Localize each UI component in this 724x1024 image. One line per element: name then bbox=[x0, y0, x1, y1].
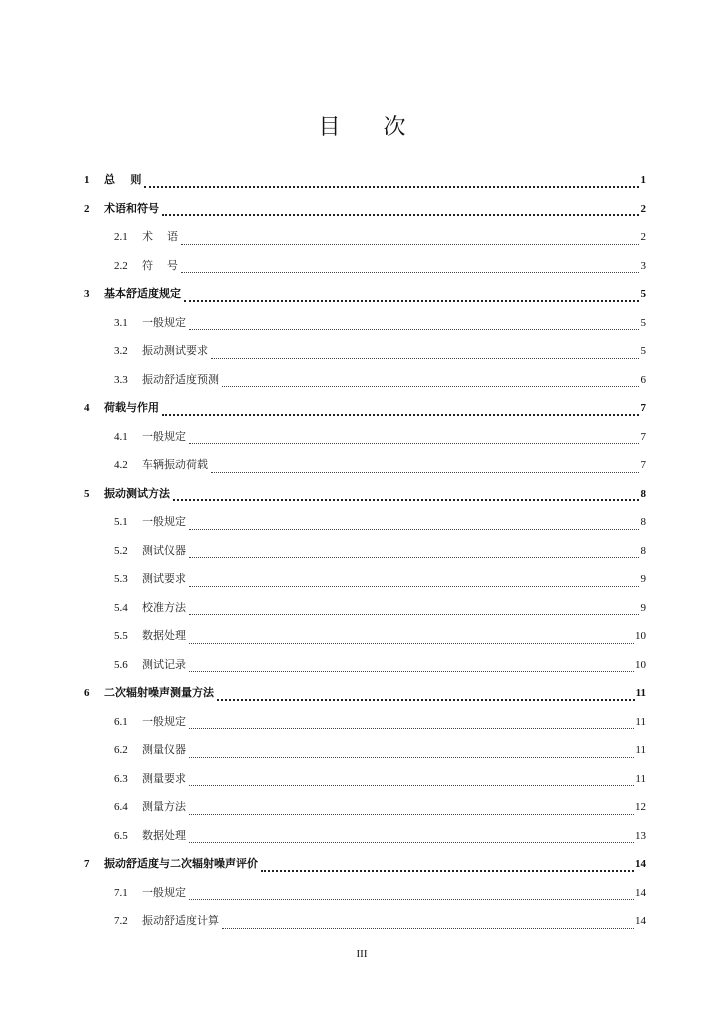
dot-leader bbox=[162, 200, 639, 216]
toc-entry-number: 3.1 bbox=[114, 316, 128, 329]
toc-entry-page: 7 bbox=[640, 430, 646, 443]
toc-entry-number: 2 bbox=[84, 202, 90, 215]
toc-section-entry[interactable] bbox=[84, 736, 646, 765]
toc-entry-page: 11 bbox=[635, 772, 646, 785]
toc-entry-title: 荷载与作用 bbox=[104, 401, 159, 414]
toc-entry-page: 9 bbox=[640, 601, 646, 614]
toc-entry-title: 测量方法 bbox=[142, 800, 186, 813]
toc-entry-number: 3 bbox=[84, 288, 90, 300]
dot-leader bbox=[211, 458, 639, 473]
toc-entry-title: 测试要求 bbox=[142, 572, 186, 585]
toc-entry-number: 6.5 bbox=[114, 829, 128, 842]
toc-entry-page: 5 bbox=[640, 316, 646, 329]
toc-entry-page: 8 bbox=[640, 487, 646, 500]
toc-entry-page: 14 bbox=[635, 858, 646, 870]
toc-entry-page: 2 bbox=[640, 231, 646, 243]
toc-entry-title: 振动测试方法 bbox=[104, 486, 170, 500]
dot-leader bbox=[181, 258, 639, 273]
toc-entry-title: 数据处理 bbox=[142, 629, 186, 642]
toc-section-entry[interactable] bbox=[84, 508, 646, 537]
dot-leader bbox=[189, 800, 634, 815]
toc-section-entry[interactable] bbox=[84, 793, 646, 822]
toc-section-entry[interactable] bbox=[84, 252, 646, 281]
toc-section-entry[interactable] bbox=[84, 907, 646, 936]
toc-entry-page: 12 bbox=[635, 801, 646, 813]
dot-leader bbox=[261, 856, 634, 872]
toc-section-entry[interactable] bbox=[84, 537, 646, 566]
toc-section-entry[interactable] bbox=[84, 822, 646, 851]
toc-entry-number: 4.1 bbox=[114, 430, 128, 443]
toc-entry-number: 2.1 bbox=[114, 231, 128, 243]
dot-leader bbox=[189, 572, 639, 587]
toc-entry-page: 8 bbox=[640, 544, 646, 557]
dot-leader bbox=[222, 914, 634, 929]
toc-entry-page: 13 bbox=[635, 829, 646, 842]
toc-entry-title: 车辆振动荷载 bbox=[142, 458, 208, 471]
toc-entry-page: 3 bbox=[640, 259, 646, 272]
dot-leader bbox=[189, 315, 639, 330]
toc-entry-page: 8 bbox=[640, 516, 646, 528]
toc-entry-title: 一般规定 bbox=[142, 315, 186, 329]
toc-section-entry[interactable] bbox=[84, 765, 646, 794]
toc-entry-number: 5.3 bbox=[114, 573, 128, 585]
toc-entry-title: 测量要求 bbox=[142, 771, 186, 785]
dot-leader bbox=[189, 885, 634, 900]
toc-entry-number: 5.4 bbox=[114, 601, 128, 614]
table-of-contents bbox=[84, 166, 646, 936]
toc-entry-title: 数据处理 bbox=[142, 828, 186, 842]
toc-chapter-entry[interactable] bbox=[84, 280, 646, 309]
toc-entry-number: 4.2 bbox=[114, 459, 128, 471]
toc-section-entry[interactable] bbox=[84, 223, 646, 252]
toc-entry-number: 6 bbox=[84, 687, 90, 699]
dot-leader bbox=[189, 828, 634, 843]
toc-entry-title: 术 语 bbox=[142, 230, 178, 243]
toc-entry-title: 振动舒适度计算 bbox=[142, 914, 219, 927]
toc-entry-number: 5.1 bbox=[114, 516, 128, 528]
toc-entry-page: 9 bbox=[640, 573, 646, 585]
toc-entry-number: 6.1 bbox=[114, 715, 128, 728]
toc-entry-number: 4 bbox=[84, 402, 90, 414]
toc-section-entry[interactable] bbox=[84, 651, 646, 680]
toc-entry-page: 7 bbox=[640, 402, 646, 414]
toc-entry-number: 5.2 bbox=[114, 544, 128, 557]
toc-entry-title: 符 号 bbox=[142, 258, 178, 272]
dot-leader bbox=[181, 230, 639, 245]
dot-leader bbox=[189, 543, 639, 558]
toc-entry-number: 7 bbox=[84, 858, 90, 870]
toc-section-entry[interactable] bbox=[84, 337, 646, 366]
toc-entry-page: 6 bbox=[640, 373, 646, 386]
toc-entry-title: 一般规定 bbox=[142, 429, 186, 443]
toc-section-entry[interactable] bbox=[84, 366, 646, 395]
toc-entry-page: 5 bbox=[640, 345, 646, 357]
dot-leader bbox=[189, 657, 634, 672]
toc-entry-number: 6.4 bbox=[114, 801, 128, 813]
toc-entry-page: 1 bbox=[640, 174, 646, 186]
toc-section-entry[interactable] bbox=[84, 594, 646, 623]
toc-chapter-entry[interactable] bbox=[84, 195, 646, 224]
dot-leader bbox=[189, 600, 639, 615]
toc-entry-number: 5.5 bbox=[114, 630, 128, 642]
toc-entry-title: 校准方法 bbox=[142, 600, 186, 614]
dot-leader bbox=[189, 429, 639, 444]
toc-entry-number: 3.2 bbox=[114, 345, 128, 357]
toc-entry-number: 7.2 bbox=[114, 915, 128, 927]
toc-chapter-entry[interactable] bbox=[84, 394, 646, 423]
dot-leader bbox=[217, 685, 635, 701]
toc-section-entry[interactable] bbox=[84, 622, 646, 651]
toc-section-entry[interactable] bbox=[84, 309, 646, 338]
toc-entry-title: 术语和符号 bbox=[104, 201, 159, 215]
toc-entry-number: 5.6 bbox=[114, 658, 128, 671]
dot-leader bbox=[211, 344, 639, 359]
toc-section-entry[interactable] bbox=[84, 565, 646, 594]
toc-entry-number: 3.3 bbox=[114, 373, 128, 386]
toc-entry-title: 一般规定 bbox=[142, 714, 186, 728]
toc-entry-number: 6.3 bbox=[114, 772, 128, 785]
dot-leader bbox=[189, 515, 639, 530]
toc-section-entry[interactable] bbox=[84, 879, 646, 908]
toc-chapter-entry[interactable] bbox=[84, 166, 646, 195]
toc-entry-page: 14 bbox=[635, 915, 646, 927]
toc-entry-number: 1 bbox=[84, 174, 90, 186]
toc-entry-title: 测量仪器 bbox=[142, 743, 186, 756]
toc-entry-title: 二次辐射噪声测量方法 bbox=[104, 686, 214, 699]
toc-section-entry[interactable] bbox=[84, 451, 646, 480]
toc-entry-page: 11 bbox=[635, 687, 646, 699]
toc-entry-page: 10 bbox=[635, 658, 646, 671]
dot-leader bbox=[144, 172, 639, 188]
toc-entry-page: 2 bbox=[640, 202, 646, 215]
toc-entry-number: 6.2 bbox=[114, 744, 128, 756]
toc-entry-title: 测试记录 bbox=[142, 657, 186, 671]
page-number: III bbox=[356, 948, 368, 960]
toc-entry-page: 14 bbox=[635, 886, 646, 899]
toc-entry-page: 11 bbox=[635, 744, 646, 756]
toc-entry-number: 7.1 bbox=[114, 886, 128, 899]
dot-leader bbox=[173, 485, 639, 501]
toc-section-entry[interactable] bbox=[84, 423, 646, 452]
toc-entry-page: 5 bbox=[640, 288, 646, 300]
toc-entry-title: 振动舒适度与二次辐射噪声评价 bbox=[104, 857, 258, 870]
toc-entry-page: 11 bbox=[635, 715, 646, 728]
toc-entry-title: 一般规定 bbox=[142, 515, 186, 528]
toc-chapter-entry[interactable] bbox=[84, 480, 646, 509]
toc-entry-number: 2.2 bbox=[114, 259, 128, 272]
page-title: 目 次 bbox=[318, 115, 424, 140]
dot-leader bbox=[222, 372, 639, 387]
dot-leader bbox=[184, 286, 639, 302]
toc-entry-title: 总 则 bbox=[104, 173, 142, 186]
toc-entry-page: 10 bbox=[635, 630, 646, 642]
toc-entry-page: 7 bbox=[640, 459, 646, 471]
dot-leader bbox=[189, 743, 634, 758]
toc-entry-title: 测试仪器 bbox=[142, 543, 186, 557]
toc-entry-title: 一般规定 bbox=[142, 885, 186, 899]
toc-chapter-entry[interactable] bbox=[84, 679, 646, 708]
dot-leader bbox=[189, 629, 634, 644]
toc-entry-title: 基本舒适度规定 bbox=[104, 287, 181, 300]
dot-leader bbox=[162, 400, 639, 416]
toc-chapter-entry[interactable] bbox=[84, 850, 646, 879]
dot-leader bbox=[189, 714, 634, 729]
toc-entry-number: 5 bbox=[84, 487, 90, 500]
toc-entry-title: 振动测试要求 bbox=[142, 344, 208, 357]
toc-section-entry[interactable] bbox=[84, 708, 646, 737]
toc-entry-title: 振动舒适度预测 bbox=[142, 372, 219, 386]
dot-leader bbox=[189, 771, 634, 786]
